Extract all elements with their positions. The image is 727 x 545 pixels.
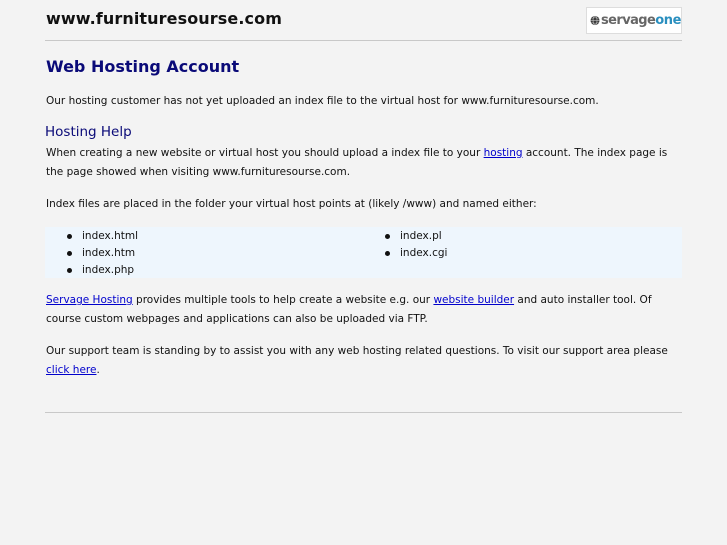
tools-text-part1: provides multiple tools to help create a website e.g. our xyxy=(132,294,434,306)
click-here-link[interactable]: click here xyxy=(46,364,97,376)
hosting-help-text xyxy=(46,144,682,182)
header xyxy=(45,6,682,41)
index-files-col2 xyxy=(364,228,447,262)
support-text-part1: Our support team is standing by to assist you with any web hosting related questions. To visit our support area please xyxy=(46,345,668,357)
footer-divider xyxy=(45,412,682,413)
hosting-help-heading: Hosting Help xyxy=(45,124,132,140)
globe-icon xyxy=(590,12,600,29)
list-item: index.php xyxy=(46,262,138,279)
hosting-link[interactable]: hosting xyxy=(483,147,523,159)
list-item: index.cgi xyxy=(364,245,447,262)
servage-hosting-link[interactable]: Servage Hosting xyxy=(46,294,133,306)
support-text-part2: . xyxy=(96,364,100,376)
index-files-list xyxy=(45,227,682,278)
tools-text xyxy=(46,291,682,329)
tools-text-part2: and auto installer tool. Of course custom webpages and applications can also be uploaded via FTP. xyxy=(46,294,652,325)
help-text-part1: When creating a new website or virtual host you should upload a index file to your xyxy=(46,147,484,159)
logo-text-one: one xyxy=(655,13,681,28)
list-item: index.html xyxy=(46,228,138,245)
index-files-col1 xyxy=(46,228,138,279)
logo-text-servage: servage xyxy=(601,13,656,28)
index-files-intro: Index files are placed in the folder your virtual host points at (likely /www) and named either: xyxy=(46,198,537,210)
servage-logo[interactable] xyxy=(586,7,682,34)
help-text-part2: account. The index page is the page showed when visiting www.furnituresourse.com. xyxy=(46,147,668,178)
list-item: index.pl xyxy=(364,228,447,245)
site-title: www.furnituresourse.com xyxy=(46,9,282,28)
website-builder-link[interactable]: website builder xyxy=(433,294,515,306)
support-text xyxy=(46,342,682,380)
list-item: index.htm xyxy=(46,245,138,262)
intro-text: Our hosting customer has not yet uploaded an index file to the virtual host for www.furnituresourse.com. xyxy=(46,95,599,107)
page-title: Web Hosting Account xyxy=(46,57,240,76)
